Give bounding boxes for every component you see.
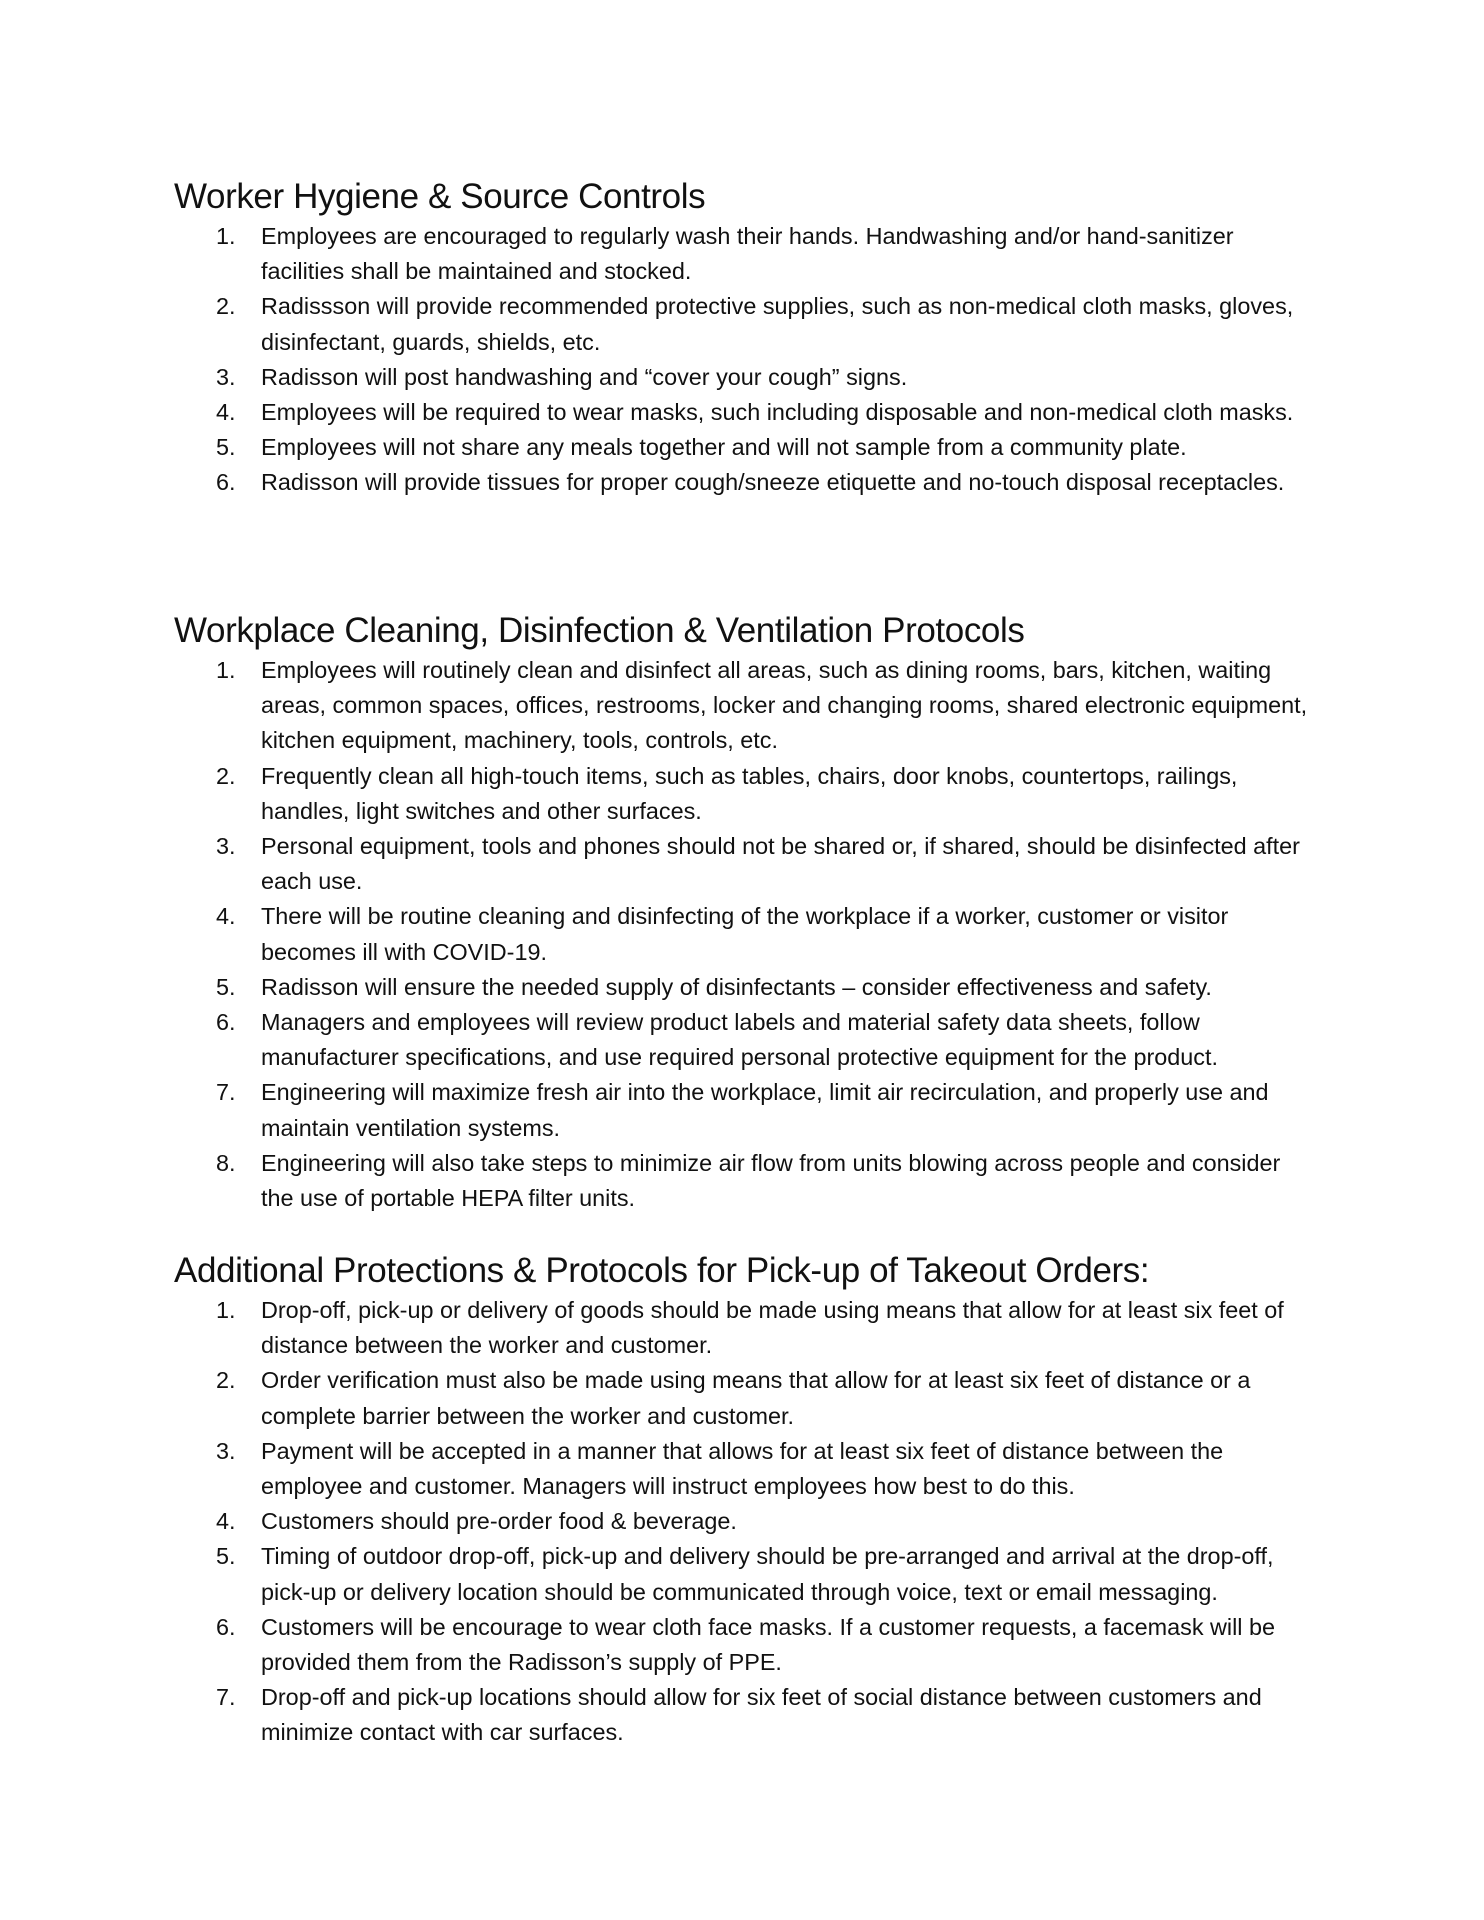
list-item <box>174 219 1314 289</box>
list-number: 4. <box>216 399 236 426</box>
list-item-text: Employees are encouraged to regularly wash their hands. Handwashing and/or hand-sanitizer facilities shall be maintained and stocked. <box>261 223 1234 285</box>
list-item-text: Employees will not share any meals together and will not sample from a community plate. <box>261 434 1187 461</box>
list-item-text: Employees will be required to wear masks, such including disposable and non-medical cloth masks. <box>261 399 1294 426</box>
list-item-text: Engineering will maximize fresh air into the workplace, limit air recirculation, and properly use and maintain ventilation systems. <box>261 1079 1269 1141</box>
list-number: 1. <box>216 657 236 683</box>
list-number: 2. <box>216 762 236 789</box>
list-item-text: Employees will routinely clean and disinfect all areas, such as dining rooms, bars, kitchen, waiting areas, common spaces, offices, restrooms, locker and changing rooms, shared electronic equipment, kitchen equipment, machinery, tools, controls, etc. <box>261 657 1308 754</box>
list-number: 7. <box>216 1079 236 1106</box>
list-number: 8. <box>216 1149 236 1176</box>
list-number: 5. <box>216 1543 236 1570</box>
list-item <box>174 1363 1314 1433</box>
list-item <box>174 1075 1314 1145</box>
list-item <box>174 1680 1314 1750</box>
list-number: 6. <box>216 469 236 496</box>
list-item-text: Radissson will provide recommended protective supplies, such as non-medical cloth masks, gloves, disinfectant, guards, shields, etc. <box>261 293 1294 355</box>
list-number: 3. <box>216 833 236 860</box>
numbered-list <box>174 1293 1314 1751</box>
list-item <box>174 970 1314 1005</box>
list-item <box>174 465 1314 500</box>
list-item <box>174 1434 1314 1504</box>
list-item <box>174 759 1314 829</box>
list-item-text: Drop-off and pick-up locations should allow for six feet of social distance between customers and minimize contact with car surfaces. <box>261 1684 1262 1746</box>
section-takeout-protocols <box>174 1249 1314 1751</box>
list-item-text: Order verification must also be made using means that allow for at least six feet of distance or a complete barrier between the worker and customer. <box>261 1367 1251 1429</box>
list-item <box>174 289 1314 359</box>
section-worker-hygiene <box>174 175 1314 501</box>
list-item <box>174 1539 1314 1609</box>
section-heading: Worker Hygiene & Source Controls <box>174 177 706 216</box>
list-item <box>174 395 1314 430</box>
list-number: 3. <box>216 363 236 390</box>
list-number: 2. <box>216 293 236 320</box>
list-item <box>174 430 1314 465</box>
list-item-text: Drop-off, pick-up or delivery of goods should be made using means that allow for at least six feet of distance between the worker and customer. <box>261 1297 1284 1359</box>
list-number: 3. <box>216 1437 236 1464</box>
list-number: 5. <box>216 973 236 1000</box>
section-heading: Additional Protections & Protocols for Pick-up of Takeout Orders: <box>174 1251 1150 1290</box>
numbered-list <box>174 219 1314 501</box>
list-item <box>174 653 1314 759</box>
section-workplace-cleaning <box>174 609 1314 1216</box>
list-number: 4. <box>216 903 236 930</box>
list-number: 7. <box>216 1684 236 1711</box>
list-item-text: Customers should pre-order food & beverage. <box>261 1508 737 1535</box>
list-item <box>174 1293 1314 1363</box>
list-item-text: Radisson will post handwashing and “cover your cough” signs. <box>261 363 908 390</box>
list-number: 6. <box>216 1613 236 1640</box>
list-number: 2. <box>216 1367 236 1394</box>
list-item-text: Engineering will also take steps to minimize air flow from units blowing across people and consider the use of portable HEPA filter units. <box>261 1149 1281 1212</box>
list-item <box>174 360 1314 395</box>
list-item-text: Payment will be accepted in a manner that allows for at least six feet of distance between the employee and customer. Managers will instruct employees how best to do this. <box>261 1437 1224 1500</box>
list-number: 5. <box>216 434 236 461</box>
list-item <box>174 1146 1314 1216</box>
list-item <box>174 1610 1314 1680</box>
list-item-text: Managers and employees will review product labels and material safety data sheets, follow manufacturer specifications, and use required personal protective equipment for the product. <box>261 1009 1218 1071</box>
list-item-text: Personal equipment, tools and phones should not be shared or, if shared, should be disinfected after each use. <box>261 833 1300 895</box>
list-item-text: Frequently clean all high-touch items, such as tables, chairs, door knobs, countertops, railings, handles, light switches and other surfaces. <box>261 762 1238 824</box>
list-item-text: Timing of outdoor drop-off, pick-up and delivery should be pre-arranged and arrival at the drop-off, pick-up or delivery location should be communicated through voice, text or email messaging. <box>261 1543 1274 1605</box>
list-number: 4. <box>216 1508 236 1535</box>
list-item-text: Customers will be encourage to wear cloth face masks. If a customer requests, a facemask will be provided them from the Radisson’s supply of PPE. <box>261 1613 1276 1676</box>
list-item <box>174 829 1314 899</box>
list-number: 6. <box>216 1009 236 1036</box>
list-item <box>174 899 1314 969</box>
list-item <box>174 1005 1314 1075</box>
list-item-text: There will be routine cleaning and disinfecting of the workplace if a worker, customer or visitor becomes ill with COVID-19. <box>261 903 1229 965</box>
numbered-list <box>174 653 1314 1216</box>
section-heading: Workplace Cleaning, Disinfection & Ventilation Protocols <box>174 611 1025 650</box>
list-number: 1. <box>216 223 236 249</box>
list-item-text: Radisson will ensure the needed supply of disinfectants – consider effectiveness and safety. <box>261 973 1212 1000</box>
list-item-text: Radisson will provide tissues for proper cough/sneeze etiquette and no-touch disposal receptacles. <box>261 469 1285 496</box>
list-item <box>174 1504 1314 1539</box>
list-number: 1. <box>216 1297 236 1323</box>
